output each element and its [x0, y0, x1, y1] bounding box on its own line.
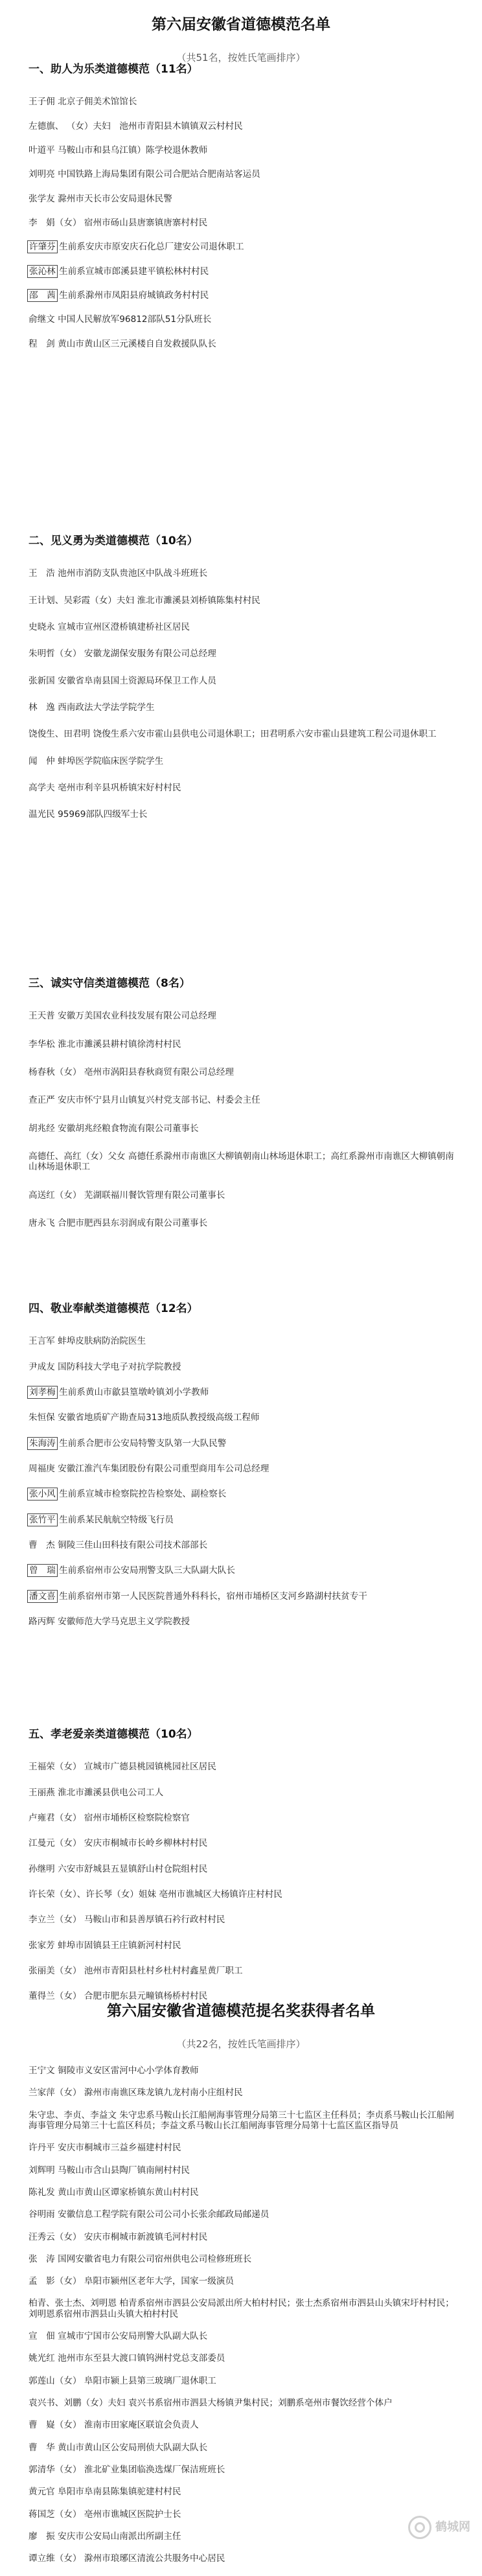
- person-description: 亳州市涡阳县春秋商贸有限公司总经理: [84, 1067, 234, 1078]
- person-description: 安庆市桐城市新渡镇毛河村村民: [84, 2231, 208, 2242]
- person-description: 中国人民解放军96812部队51分队班长: [58, 314, 212, 325]
- person-name: 孟 影（女）: [29, 2276, 82, 2287]
- section-title: 五、孝老爱亲类道德模范（10名）: [29, 1728, 198, 1741]
- list-item: [0, 1540, 482, 1550]
- person-name: 许丹平: [29, 2143, 55, 2154]
- list-item: [0, 1616, 482, 1627]
- list-item: [0, 2232, 482, 2242]
- list-item: [0, 1864, 482, 1874]
- person-description: 亳州市谯城区医院护士长: [84, 2509, 181, 2520]
- person-name: 王福荣（女）: [29, 1762, 82, 1773]
- site-watermark: [399, 2514, 470, 2540]
- person-name: 高学夫: [29, 782, 55, 793]
- person-description: 安徽龙湖保安服务有限公司总经理: [84, 649, 216, 660]
- person-name: 许肇芬: [29, 242, 56, 253]
- person-name: 张小风: [29, 1489, 56, 1500]
- list-item: [0, 2209, 482, 2220]
- list-item: [0, 2110, 482, 2132]
- person-description: 安徽省地质矿产勘查局313地质队教授级高级工程师: [58, 1412, 260, 1423]
- person-description: 安徽省阜南县国土资源局环保卫工作人员: [58, 675, 216, 686]
- person-name: 袁兴书、刘鹏（女）夫妇: [29, 2398, 126, 2408]
- person-description: 阜阳市颍州区老年大学，国家一级演员: [84, 2276, 234, 2287]
- person-name: 高德任、高红（女）父女: [29, 1151, 126, 1162]
- person-name: 张丽美（女）: [29, 1965, 82, 1976]
- list-item: [0, 1940, 482, 1951]
- person-name: 叶道平: [29, 145, 55, 156]
- person-name: 兰家萍（女）: [29, 2087, 82, 2099]
- person-name: 王丽燕: [29, 1787, 55, 1798]
- person-name: 廖 振: [29, 2531, 55, 2542]
- watermark-text: 鹤城网: [435, 2520, 470, 2535]
- person-name: 王 浩: [29, 568, 55, 579]
- list-item: [0, 121, 482, 132]
- person-description: 淮北矿业集团临涣选煤厂保洁班班长: [84, 2464, 225, 2475]
- list-item: [0, 194, 482, 204]
- list-item: [0, 1489, 482, 1499]
- person-name: 查正严: [29, 1095, 55, 1106]
- person-name: 董得兰（女）: [29, 1991, 82, 2002]
- person-description: 蚌埠皮肤病防治院医生: [58, 1336, 146, 1347]
- document-title: 第六届安徽省道德模范名单: [152, 16, 330, 33]
- person-name: 胡兆经: [29, 1123, 55, 1134]
- nominee-list-document: [0, 2002, 482, 2576]
- person-description: 滁州市南谯区珠龙镇九龙村南小庄组村民: [84, 2087, 243, 2099]
- person-description: 安徽师范大学马克思主义学院教授: [58, 1616, 190, 1627]
- section-title: 二、见义勇为类道德模范（10名）: [29, 535, 198, 547]
- person-name: 蒋国芝（女）: [29, 2509, 82, 2520]
- person-description: 生前系黄山市歙县篁墩岭镇刘小学教师: [59, 1387, 209, 1398]
- list-item: [0, 1813, 482, 1823]
- person-name: 史晓永: [29, 622, 55, 633]
- person-name: 宣 佃: [29, 2331, 55, 2342]
- person-description: 高德任系滁州市南谯区大柳镇朝南山林场退休职工；高红系滁州市南谯区大柳镇朝南山林场退休职工: [29, 1151, 454, 1173]
- person-description: 朱守忠系马鞍山长江船闸海事管理分局第三十七监区主任科员；李贞系马鞍山长江船闸海事管理分局第三十七监区科员；李益文系马鞍山长江船闸海事管理分局第十七监区监区指导员: [29, 2110, 454, 2131]
- model-list: [0, 1762, 482, 2001]
- list-item: [0, 676, 482, 686]
- list-item: [0, 290, 482, 301]
- list-item: [0, 2276, 482, 2286]
- person-name: 曹 嶷（女）: [29, 2420, 82, 2431]
- person-description: 宣城市宣州区澄桥镇建桥社区居民: [58, 622, 190, 633]
- person-name: 刘明亮: [29, 169, 55, 180]
- list-item: [0, 1151, 482, 1173]
- list-item: [0, 1095, 482, 1105]
- list-item: [0, 1464, 482, 1474]
- person-description: 蚌埠市固镇县王庄镇新河村村民: [58, 1940, 181, 1951]
- list-item: [0, 97, 482, 107]
- person-description: 淮北市濉溪县刘桥镇陈集村村民: [137, 595, 260, 606]
- list-item: [0, 2331, 482, 2341]
- brand-logo-icon: [408, 2516, 431, 2539]
- person-name: 黄元官: [29, 2487, 55, 2498]
- person-name: 温光民: [29, 809, 55, 820]
- person-name: 左德旗、: [29, 121, 64, 132]
- category-section: [0, 1728, 482, 2017]
- person-description: 亳州市利辛县巩桥镇宋好村村民: [58, 782, 181, 793]
- person-description: 池州市东至县大渡口镇钨洲村党总支部委员: [58, 2353, 225, 2364]
- person-description: 安庆市怀宁县月山镇复兴村党支部书记、村委会主任: [58, 1095, 260, 1106]
- person-name: 杨春秋（女）: [29, 1067, 82, 1078]
- list-item: [0, 1565, 482, 1576]
- list-item: [0, 729, 482, 739]
- list-item: [0, 145, 482, 155]
- list-item: [0, 2065, 482, 2076]
- person-name: 闻 仲: [29, 755, 55, 766]
- person-name: 李 娟（女）: [29, 217, 82, 228]
- person-description: 池州市消防支队贵池区中队战斗班班长: [58, 568, 208, 579]
- list-item: [0, 2376, 482, 2386]
- person-name: 张沁林: [29, 266, 56, 277]
- person-description: 饶俊生系六安市霍山县供电公司退休职工；田君明系六安市霍山县建筑工程公司退休职工: [93, 729, 437, 740]
- person-description: 马鞍山市和县乌江镇）陈学校退休教师: [58, 145, 208, 156]
- person-description: 淮北市濉溪县耕村镇徐湾村村民: [58, 1039, 181, 1050]
- list-item: [0, 2465, 482, 2475]
- person-name: 林 逸: [29, 702, 55, 713]
- model-list: [0, 1336, 482, 1627]
- person-name: 王天普: [29, 1011, 55, 1022]
- list-item: [0, 1515, 482, 1525]
- person-description: 阜阳市颍上县第三玻璃厂退休职工: [84, 2375, 216, 2386]
- list-item: [0, 2398, 482, 2408]
- list-item: [0, 2443, 482, 2453]
- list-item: [0, 1838, 482, 1848]
- person-description: 国防科技大学电子对抗学院教授: [58, 1361, 181, 1372]
- person-name: 潘文喜: [29, 1591, 56, 1602]
- person-name: 刘辉明: [29, 2165, 55, 2176]
- person-description: 铜陵市义安区雷河中心小学体育教师: [58, 2065, 199, 2076]
- list-item: [0, 1412, 482, 1423]
- person-description: 蚌埠医学院临床医学院学生: [58, 755, 164, 766]
- section-title: 一、助人为乐类道德模范（11名）: [29, 63, 198, 76]
- person-name: 饶俊生、田君明: [29, 729, 91, 740]
- person-description: 宿州市砀山县唐寨镇唐寨村村民: [84, 217, 208, 228]
- list-item: [0, 568, 482, 579]
- model-list: [0, 1011, 482, 1228]
- list-item: [0, 702, 482, 713]
- person-description: 铜陵三佳山田科技有限公司技术部部长: [58, 1539, 208, 1550]
- category-section: [0, 977, 482, 1246]
- section-title: 三、诚实守信类道德模范（8名）: [29, 977, 190, 990]
- person-name: 王计划、吴彩霞（女）夫妇: [29, 595, 135, 606]
- person-description: 黄山市黄山区公安局刑侦大队副大队长: [58, 2442, 208, 2453]
- person-description: 袁兴书系宿州市泗县大杨镇尹集村民；刘鹏系亳州市餐饮经营个体户: [128, 2398, 393, 2408]
- person-description: 滁州市天长市公安局退休民警: [58, 193, 172, 204]
- person-name: 柏青、张士杰、刘明恩: [29, 2298, 117, 2309]
- person-description: 生前系宿州市公安局刑警支队三大队副大队长: [59, 1565, 235, 1576]
- person-description: 生前系合肥市公安局特警支队第一大队民警: [59, 1438, 227, 1449]
- person-description: 安徽江淮汽车集团股份有限公司重型商用车公司总经理: [58, 1463, 270, 1474]
- person-name: 孙继明: [29, 1863, 55, 1874]
- person-name: 朱守忠、李贞、李益文: [29, 2110, 117, 2121]
- list-item: [0, 783, 482, 793]
- person-description: 安徽万美国农业科技发展有限公司总经理: [58, 1011, 216, 1022]
- person-name: 姚光红: [29, 2353, 55, 2364]
- document-subtitle-2: （共22名，按姓氏笔画排序）: [176, 2038, 306, 2050]
- person-description: 宣城市宁国市公安局刑警大队副大队长: [58, 2331, 208, 2342]
- category-section: [0, 63, 482, 363]
- person-description: 芜湖联福川餐饮管理有限公司董事长: [84, 1190, 225, 1201]
- person-name: 谷明雨: [29, 2209, 55, 2220]
- person-description: （女）夫妇 池州市青阳县木镇镇双云村村民: [66, 121, 243, 132]
- person-description: 合肥市肥东县元疃镇杨桥村村民: [84, 1991, 208, 2002]
- list-item: [0, 595, 482, 606]
- person-description: 安徽胡兆经粮食物流有限公司董事长: [58, 1123, 199, 1134]
- list-item: [0, 2353, 482, 2363]
- list-item: [0, 242, 482, 252]
- person-description: 北京子佣美术馆馆长: [58, 97, 137, 108]
- person-description: 合肥市肥西县东羽润成有限公司董事长: [58, 1217, 208, 1228]
- list-item: [0, 2187, 482, 2198]
- person-name: 王宁文: [29, 2065, 55, 2076]
- list-item: [0, 1039, 482, 1050]
- person-description: 95969部队四级军士长: [58, 809, 148, 820]
- document-subtitle: （共51名，按姓氏笔画排序）: [176, 52, 306, 63]
- person-description: 黄山市黄山区三元溪楼自自发救援队队长: [58, 338, 216, 349]
- person-name: 张新国: [29, 675, 55, 686]
- person-description: 安庆市桐城市长岭乡柳林村村民: [84, 1838, 208, 1849]
- category-section: [0, 535, 482, 836]
- model-list: [0, 97, 482, 349]
- person-name: 曹 华: [29, 2442, 55, 2453]
- person-name: 唐永飞: [29, 1217, 55, 1228]
- list-item: [0, 2254, 482, 2264]
- list-item: [0, 1591, 482, 1602]
- person-description: 宿州市埇桥区检察院检察官: [84, 1813, 190, 1824]
- person-description: 六安市舒城县五显镇舒山村仓院组村民: [58, 1863, 208, 1874]
- person-name: 江曼元（女）: [29, 1838, 82, 1849]
- list-item: [0, 314, 482, 325]
- person-name: 刘孝梅: [29, 1387, 56, 1398]
- person-description: 安庆市桐城市三益乡福建村村民: [58, 2143, 181, 2154]
- list-item: [0, 1123, 482, 1134]
- list-item: [0, 1218, 482, 1228]
- person-description: 生前系宣城市郎溪县建平镇松林村村民: [59, 266, 209, 277]
- person-name: 朱明哲（女）: [29, 649, 82, 660]
- person-description: 生前系某民航航空特级飞行员: [59, 1514, 174, 1525]
- person-name: 卢雍君（女）: [29, 1813, 82, 1824]
- person-name: 朱恒保: [29, 1412, 55, 1423]
- person-name: 谭立维（女）: [29, 2553, 82, 2564]
- list-item: [0, 2165, 482, 2176]
- person-description: 生前系安庆市原安庆石化总厂建安公司退休职工: [59, 242, 244, 253]
- person-name: 许长荣（女）、许长琴（女）姐妹: [29, 1889, 157, 1900]
- list-item: [0, 1438, 482, 1449]
- person-description: 生前系宿州市第一人民医院普通外科科长，宿州市埇桥区支河乡路湖村扶贫专干: [59, 1591, 367, 1602]
- person-name: 李立兰（女）: [29, 1915, 82, 1926]
- person-description: 黄山市黄山区谭家桥镇东黄山村村民: [58, 2187, 199, 2198]
- person-description: 淮北市濉溪县供电公司工人: [58, 1787, 164, 1798]
- category-section: [0, 1302, 482, 1642]
- list-item: [0, 1762, 482, 1772]
- person-description: 生前系宣城市检察院控告检察处、副检察长: [59, 1489, 227, 1500]
- person-name: 尹成友: [29, 1361, 55, 1372]
- person-name: 张学友: [29, 193, 55, 204]
- list-item: [0, 2298, 482, 2319]
- person-name: 李华松: [29, 1039, 55, 1050]
- person-name: 汪秀云（女）: [29, 2231, 82, 2242]
- list-item: [0, 218, 482, 228]
- list-item: [0, 2553, 482, 2564]
- person-name: 陈礼发: [29, 2187, 55, 2198]
- list-item: [0, 266, 482, 277]
- person-name: 曾 瑞: [29, 1565, 56, 1576]
- person-description: 淮南市田家庵区联谊会负责人: [84, 2420, 199, 2431]
- list-item: [0, 756, 482, 766]
- person-name: 周福庚: [29, 1463, 55, 1474]
- person-description: 池州市青阳县杜村乡杜村村鑫星黄厂职工: [84, 1965, 243, 1976]
- list-item: [0, 1966, 482, 1976]
- list-item: [0, 1067, 482, 1077]
- list-item: [0, 169, 482, 179]
- list-item: [0, 622, 482, 632]
- list-item: [0, 1889, 482, 1900]
- list-item: [0, 2143, 482, 2153]
- person-name: 路丙辉: [29, 1616, 55, 1627]
- person-description: 亳州市谯城区大杨镇许庄村村民: [159, 1889, 282, 1900]
- person-name: 张 涛: [29, 2253, 55, 2264]
- person-name: 张家芳: [29, 1940, 55, 1951]
- list-item: [0, 2487, 482, 2497]
- list-item: [0, 1011, 482, 1021]
- document-title-2: 第六届安徽省道德模范提名奖获得者名单: [107, 2002, 375, 2019]
- list-item: [0, 1190, 482, 1201]
- list-item: [0, 2420, 482, 2430]
- person-description: 马鞍山市含山县陶厂镇南闸村村民: [58, 2165, 190, 2176]
- person-description: 安庆市公安局山南派出所副主任: [58, 2531, 181, 2542]
- list-item: [0, 1387, 482, 1397]
- person-description: 生前系滁州市凤阳县府城镇政务村村民: [59, 290, 209, 301]
- person-description: 滁州市琅琊区清流公共服务中心居民: [84, 2553, 225, 2564]
- list-item: [0, 1788, 482, 1798]
- person-description: 马鞍山市和县善厚镇石衿行政村村民: [84, 1915, 225, 1926]
- list-item: [0, 1991, 482, 2001]
- person-name: 高送红（女）: [29, 1190, 82, 1201]
- list-item: [0, 1362, 482, 1372]
- list-item: [0, 2087, 482, 2098]
- list-item: [0, 649, 482, 659]
- list-item: [0, 1915, 482, 1925]
- person-name: 王子佣: [29, 97, 55, 108]
- section-title: 四、敬业奉献类道德模范（12名）: [29, 1302, 198, 1315]
- list-item: [0, 339, 482, 349]
- person-description: 宣城市广德县桃园镇桃园社区居民: [84, 1762, 216, 1773]
- model-list: [0, 568, 482, 820]
- person-name: 曹 杰: [29, 1539, 55, 1550]
- person-name: 王言军: [29, 1336, 55, 1347]
- person-description: 安徽信息工程学院有限公司公司小长张余邮政局邮递员: [58, 2209, 270, 2220]
- person-name: 郭清华（女）: [29, 2464, 82, 2475]
- person-description: 西南政法大学法学院学生: [58, 702, 155, 713]
- list-item: [0, 1336, 482, 1346]
- person-description: 阜阳市阜南县陈集镇驼建村村民: [58, 2487, 181, 2498]
- person-name: 程 剑: [29, 338, 55, 349]
- person-name: 邵 茜: [29, 290, 56, 301]
- person-description: 柏青系宿州市泗县公安局派出所大柏村村民；张士杰系宿州市泗县山头镇宋圩村村民；刘明恩系宿州市泗县山头镇大柏村村民: [29, 2298, 454, 2319]
- person-name: 郭莲山（女）: [29, 2375, 82, 2386]
- person-description: 中国铁路上海局集团有限公司合肥站合肥南站客运员: [58, 169, 260, 180]
- person-name: 朱海涛: [29, 1438, 56, 1449]
- person-name: 张竹平: [29, 1514, 56, 1525]
- person-description: 国网安徽省电力有限公司宿州供电公司检修班班长: [58, 2253, 252, 2264]
- person-name: 俞继文: [29, 314, 55, 325]
- nominee-list: [0, 2065, 482, 2564]
- list-item: [0, 809, 482, 820]
